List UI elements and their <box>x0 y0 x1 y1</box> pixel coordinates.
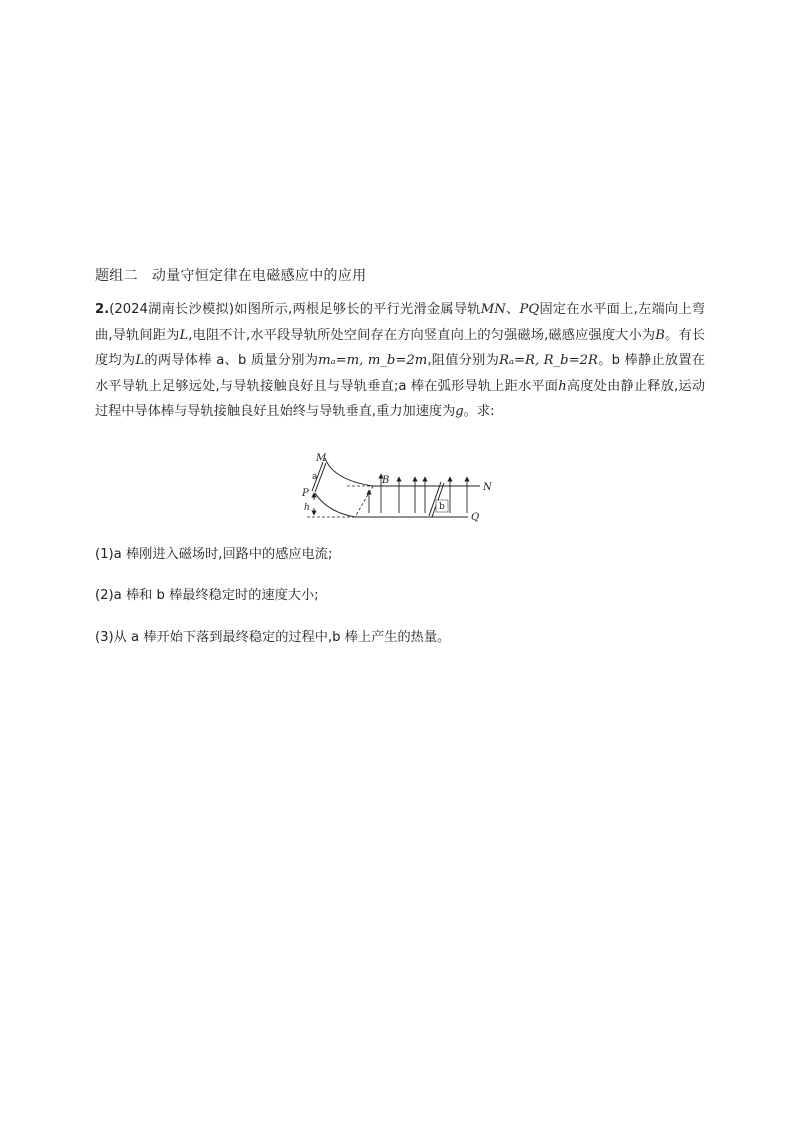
resistance-expression: Rₐ=R, R_b=2R <box>499 353 598 369</box>
label-p: P <box>302 488 309 499</box>
label-n: N <box>483 482 492 493</box>
label-b-field: B <box>382 475 390 486</box>
label-h: h <box>304 503 310 513</box>
var-l: L <box>135 353 145 369</box>
problem-seg: 。b 棒静止放置在水平导轨上足够远处,与导轨接触良好且与导轨垂直;a 棒在弧形导轨上距水平面 <box>95 353 706 394</box>
curved-rail-bottom <box>315 493 355 517</box>
rail-mn: MN <box>480 302 506 317</box>
question-3: (3)从 a 棒开始下落到最终稳定的过程中,b 棒上产生的热量。 <box>95 630 451 645</box>
problem-seg: ,阻值分别为 <box>427 353 500 369</box>
label-m: M <box>316 453 327 464</box>
problem-seg: 的两导体棒 a、b 质量分别为 <box>144 353 319 369</box>
problem-number: 2. <box>95 302 110 317</box>
section-label: 题组二 <box>95 268 138 284</box>
var-g: g <box>455 404 464 420</box>
mass-expression: mₐ=m, m_b=2m <box>318 353 428 369</box>
problem-seg: 。求: <box>463 404 495 420</box>
label-a: a <box>312 472 318 482</box>
var-h: h <box>558 378 567 394</box>
question-1: (1)a 棒刚进入磁场时,回路中的感应电流; <box>95 547 333 562</box>
rail-pq: PQ <box>519 302 540 317</box>
problem-seg: ,电阻不计,水平段导轨所处空间存在方向竖直向上的匀强磁场,磁感应强度大小为 <box>188 327 656 343</box>
problem-seg: 高度处由静止释放,运动过程中导体棒与导轨接触良好且始终与导轨垂直,重力加速度为 <box>95 378 706 420</box>
problem-seg: 、 <box>505 302 520 317</box>
problem-seg: 固定在水平面上,左端向上弯曲,导轨间距为 <box>95 302 705 343</box>
problem-seg: 如图所示,两根足够长的平行光滑金属导轨 <box>233 302 481 317</box>
section-heading: 动量守恒定律在电磁感应中的应用 <box>151 268 367 284</box>
problem-source: (2024湖南长沙模拟) <box>109 302 234 317</box>
label-b-rod: b <box>439 502 445 512</box>
rail-diagram <box>285 450 505 524</box>
section-title <box>95 265 366 285</box>
dashed-line <box>355 486 373 517</box>
problem-seg: 。有长度均为 <box>95 327 705 369</box>
var-b: B <box>655 327 665 343</box>
question-2: (2)a 棒和 b 棒最终稳定时的速度大小; <box>95 588 319 603</box>
curved-rail-top <box>325 458 373 486</box>
problem-text <box>95 297 705 425</box>
label-q: Q <box>471 512 480 523</box>
var-l: L <box>179 327 189 343</box>
